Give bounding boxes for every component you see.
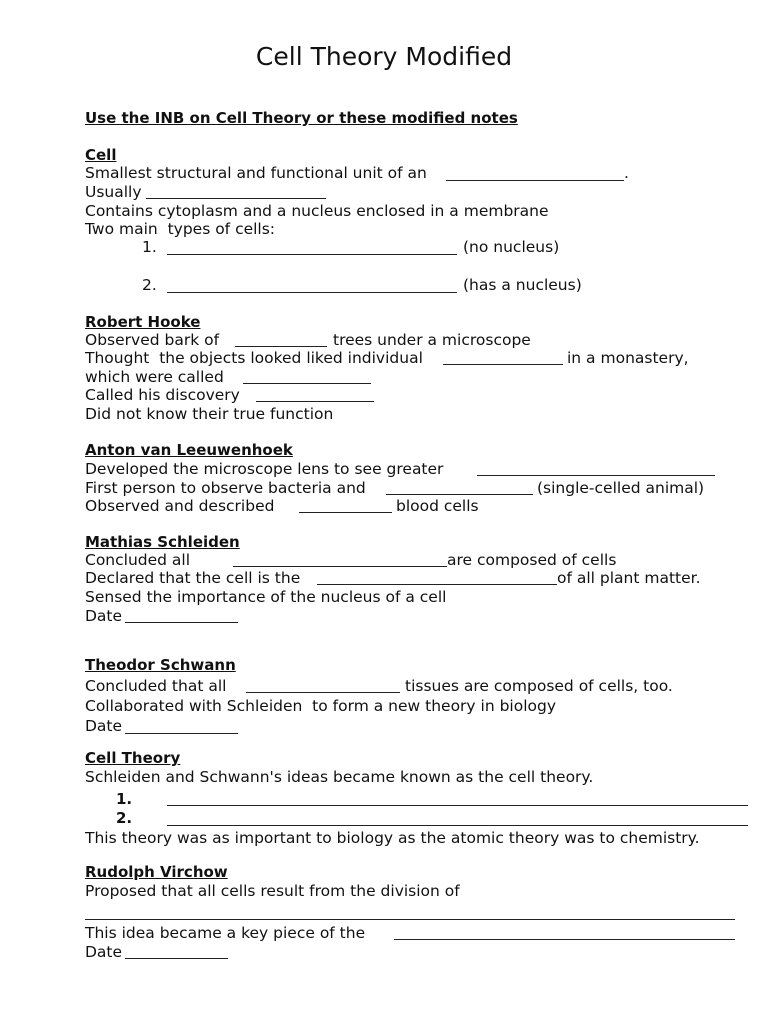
virchow-blank-2[interactable]: [394, 939, 735, 940]
hooke-line-2a: Thought the objects looked liked individual: [85, 349, 423, 367]
cell-heading: Cell: [85, 146, 117, 164]
schleiden-line-1a: Concluded all: [85, 551, 191, 569]
cell-theory-number-1: 1.: [116, 790, 133, 808]
virchow-line-1: Proposed that all cells result from the division of: [85, 882, 460, 900]
leeuwenhoek-line-3b: blood cells: [396, 497, 479, 515]
leeuwenhoek-blank-2[interactable]: [386, 494, 533, 495]
intro-heading: Use the INB on Cell Theory or these modified notes: [85, 109, 518, 127]
leeuwenhoek-line-2b: (single-celled animal): [537, 479, 705, 497]
schwann-line-2: Collaborated with Schleiden to form a new theory in biology: [85, 697, 557, 715]
schwann-heading: Theodor Schwann: [85, 656, 236, 674]
page-title: Cell Theory Modified: [255, 42, 513, 71]
leeuwenhoek-line-2a: First person to observe bacteria and: [85, 479, 366, 497]
leeuwenhoek-line-1: Developed the microscope lens to see greater: [85, 460, 444, 478]
virchow-date-label: Date: [85, 943, 123, 961]
cell-blank-2[interactable]: [146, 198, 326, 199]
schleiden-line-2a: Declared that the cell is the: [85, 569, 301, 587]
virchow-heading: Rudolph Virchow: [85, 863, 228, 881]
hooke-line-3: which were called: [85, 368, 224, 386]
hooke-heading: Robert Hooke: [85, 313, 201, 331]
cell-blank-n2[interactable]: [167, 292, 457, 293]
hooke-line-5: Did not know their true function: [85, 405, 334, 423]
cell-number-2: 2.: [142, 276, 157, 294]
cell-theory-heading: Cell Theory: [85, 749, 181, 767]
hooke-line-2b: in a monastery,: [567, 349, 689, 367]
cell-line-1: Smallest structural and functional unit of an: [85, 164, 427, 182]
leeuwenhoek-blank-1[interactable]: [477, 475, 715, 476]
schleiden-date-blank[interactable]: [125, 622, 238, 623]
cell-blank-1[interactable]: [446, 180, 624, 181]
virchow-blank-1[interactable]: [85, 919, 735, 920]
cell-line-1-period: .: [624, 164, 629, 182]
cell-type-1-label: (no nucleus): [463, 238, 560, 256]
hooke-blank-2[interactable]: [443, 364, 563, 365]
schwann-line-1b: tissues are composed of cells, too.: [405, 677, 673, 695]
virchow-date-blank[interactable]: [125, 958, 228, 959]
schleiden-blank-2[interactable]: [317, 584, 557, 585]
schwann-date-label: Date: [85, 717, 123, 735]
cell-line-3: Contains cytoplasm and a nucleus enclosed in a membrane: [85, 202, 549, 220]
cell-theory-blank-1[interactable]: [167, 805, 748, 806]
hooke-blank-3[interactable]: [243, 383, 371, 384]
hooke-line-1b: trees under a microscope: [333, 331, 531, 349]
cell-theory-line-2: This theory was as important to biology as the atomic theory was to chemistry.: [85, 829, 700, 847]
schleiden-line-1b: are composed of cells: [447, 551, 617, 569]
schleiden-blank-1[interactable]: [233, 566, 447, 567]
hooke-line-1a: Observed bark of: [85, 331, 220, 349]
schwann-blank-1[interactable]: [246, 692, 400, 693]
leeuwenhoek-blank-3[interactable]: [299, 512, 392, 513]
leeuwenhoek-line-3a: Observed and described: [85, 497, 275, 515]
cell-number-1: 1.: [142, 238, 157, 256]
schleiden-line-2b: of all plant matter.: [557, 569, 701, 587]
hooke-line-4: Called his discovery: [85, 386, 240, 404]
hooke-blank-4[interactable]: [256, 401, 374, 402]
schwann-date-blank[interactable]: [125, 733, 238, 734]
schleiden-date-label: Date: [85, 607, 123, 625]
schleiden-line-3: Sensed the importance of the nucleus of a cell: [85, 588, 447, 606]
cell-theory-blank-2[interactable]: [167, 825, 748, 826]
cell-blank-n1[interactable]: [167, 254, 457, 255]
hooke-blank-1[interactable]: [235, 346, 327, 347]
schwann-line-1a: Concluded that all: [85, 677, 227, 695]
cell-line-2: Usually: [85, 183, 142, 201]
schleiden-heading: Mathias Schleiden: [85, 533, 240, 551]
cell-theory-number-2: 2.: [116, 809, 133, 827]
cell-theory-line-1: Schleiden and Schwann's ideas became known as the cell theory.: [85, 768, 594, 786]
leeuwenhoek-heading: Anton van Leeuwenhoek: [85, 441, 293, 459]
cell-type-2-label: (has a nucleus): [463, 276, 582, 294]
cell-line-4: Two main types of cells:: [85, 220, 276, 238]
virchow-line-2: This idea became a key piece of the: [85, 924, 366, 942]
